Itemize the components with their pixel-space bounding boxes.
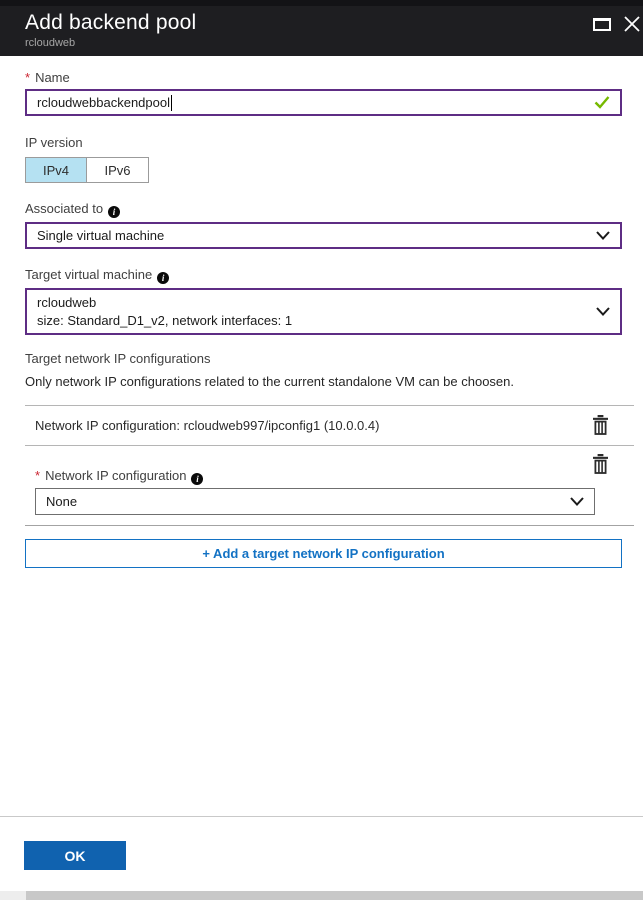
network-ip-config-value: None [46,494,78,509]
target-vm-dropdown[interactable] [25,288,622,335]
info-icon: i [157,272,169,284]
page-bottom-scrollbar-track [0,891,643,900]
valid-check-icon [594,96,610,109]
ipv4-option[interactable]: IPv4 [25,157,87,183]
required-asterisk: * [35,468,41,483]
close-icon[interactable] [623,15,641,33]
name-input[interactable] [25,89,622,116]
info-icon: i [108,206,120,218]
target-vm-name: rcloudweb [37,294,97,310]
target-ip-section-description: Only network IP configurations related to the current standalone VM can be choosen. [25,374,514,389]
ip-version-toggle [25,157,149,183]
page-subtitle: rcloudweb [25,37,76,49]
header-top-strip [0,0,643,6]
divider [25,445,634,446]
associated-to-dropdown[interactable] [25,222,622,249]
delete-trash-icon[interactable] [592,454,609,474]
blade-header [0,0,643,56]
ok-button[interactable]: OK [24,841,126,870]
add-target-ip-config-button[interactable]: + Add a target network IP configuration [25,539,622,568]
chevron-down-icon [570,497,584,506]
target-ip-section-title: Target network IP configurations [25,351,211,366]
divider [25,525,634,526]
name-input-value: rcloudwebbackendpool [37,95,170,110]
required-asterisk: * [25,70,31,85]
delete-trash-icon[interactable] [592,415,609,435]
chevron-down-icon [596,307,610,316]
network-ip-config-dropdown[interactable] [35,488,595,515]
existing-ip-config-row: Network IP configuration: rcloudweb997/ipconfig1 (10.0.0.4) [35,418,380,433]
target-vm-details: size: Standard_D1_v2, network interfaces: 1 [37,312,293,328]
ip-version-label: IP version [25,135,83,150]
associated-to-value: Single virtual machine [37,228,165,243]
text-cursor [171,95,172,111]
info-icon: i [191,473,203,485]
network-ip-config-label: * Network IP configuration i [35,468,203,485]
maximize-icon[interactable] [593,18,611,31]
scrollbar-thumb[interactable] [26,891,643,900]
page-title: Add backend pool [25,11,197,34]
name-label: * Name [25,70,70,85]
footer-divider [0,816,643,817]
ipv6-option[interactable]: IPv6 [87,157,149,183]
associated-to-label: Associated to i [25,201,120,218]
target-vm-label: Target virtual machine i [25,267,169,284]
chevron-down-icon [596,231,610,240]
divider [25,405,634,406]
